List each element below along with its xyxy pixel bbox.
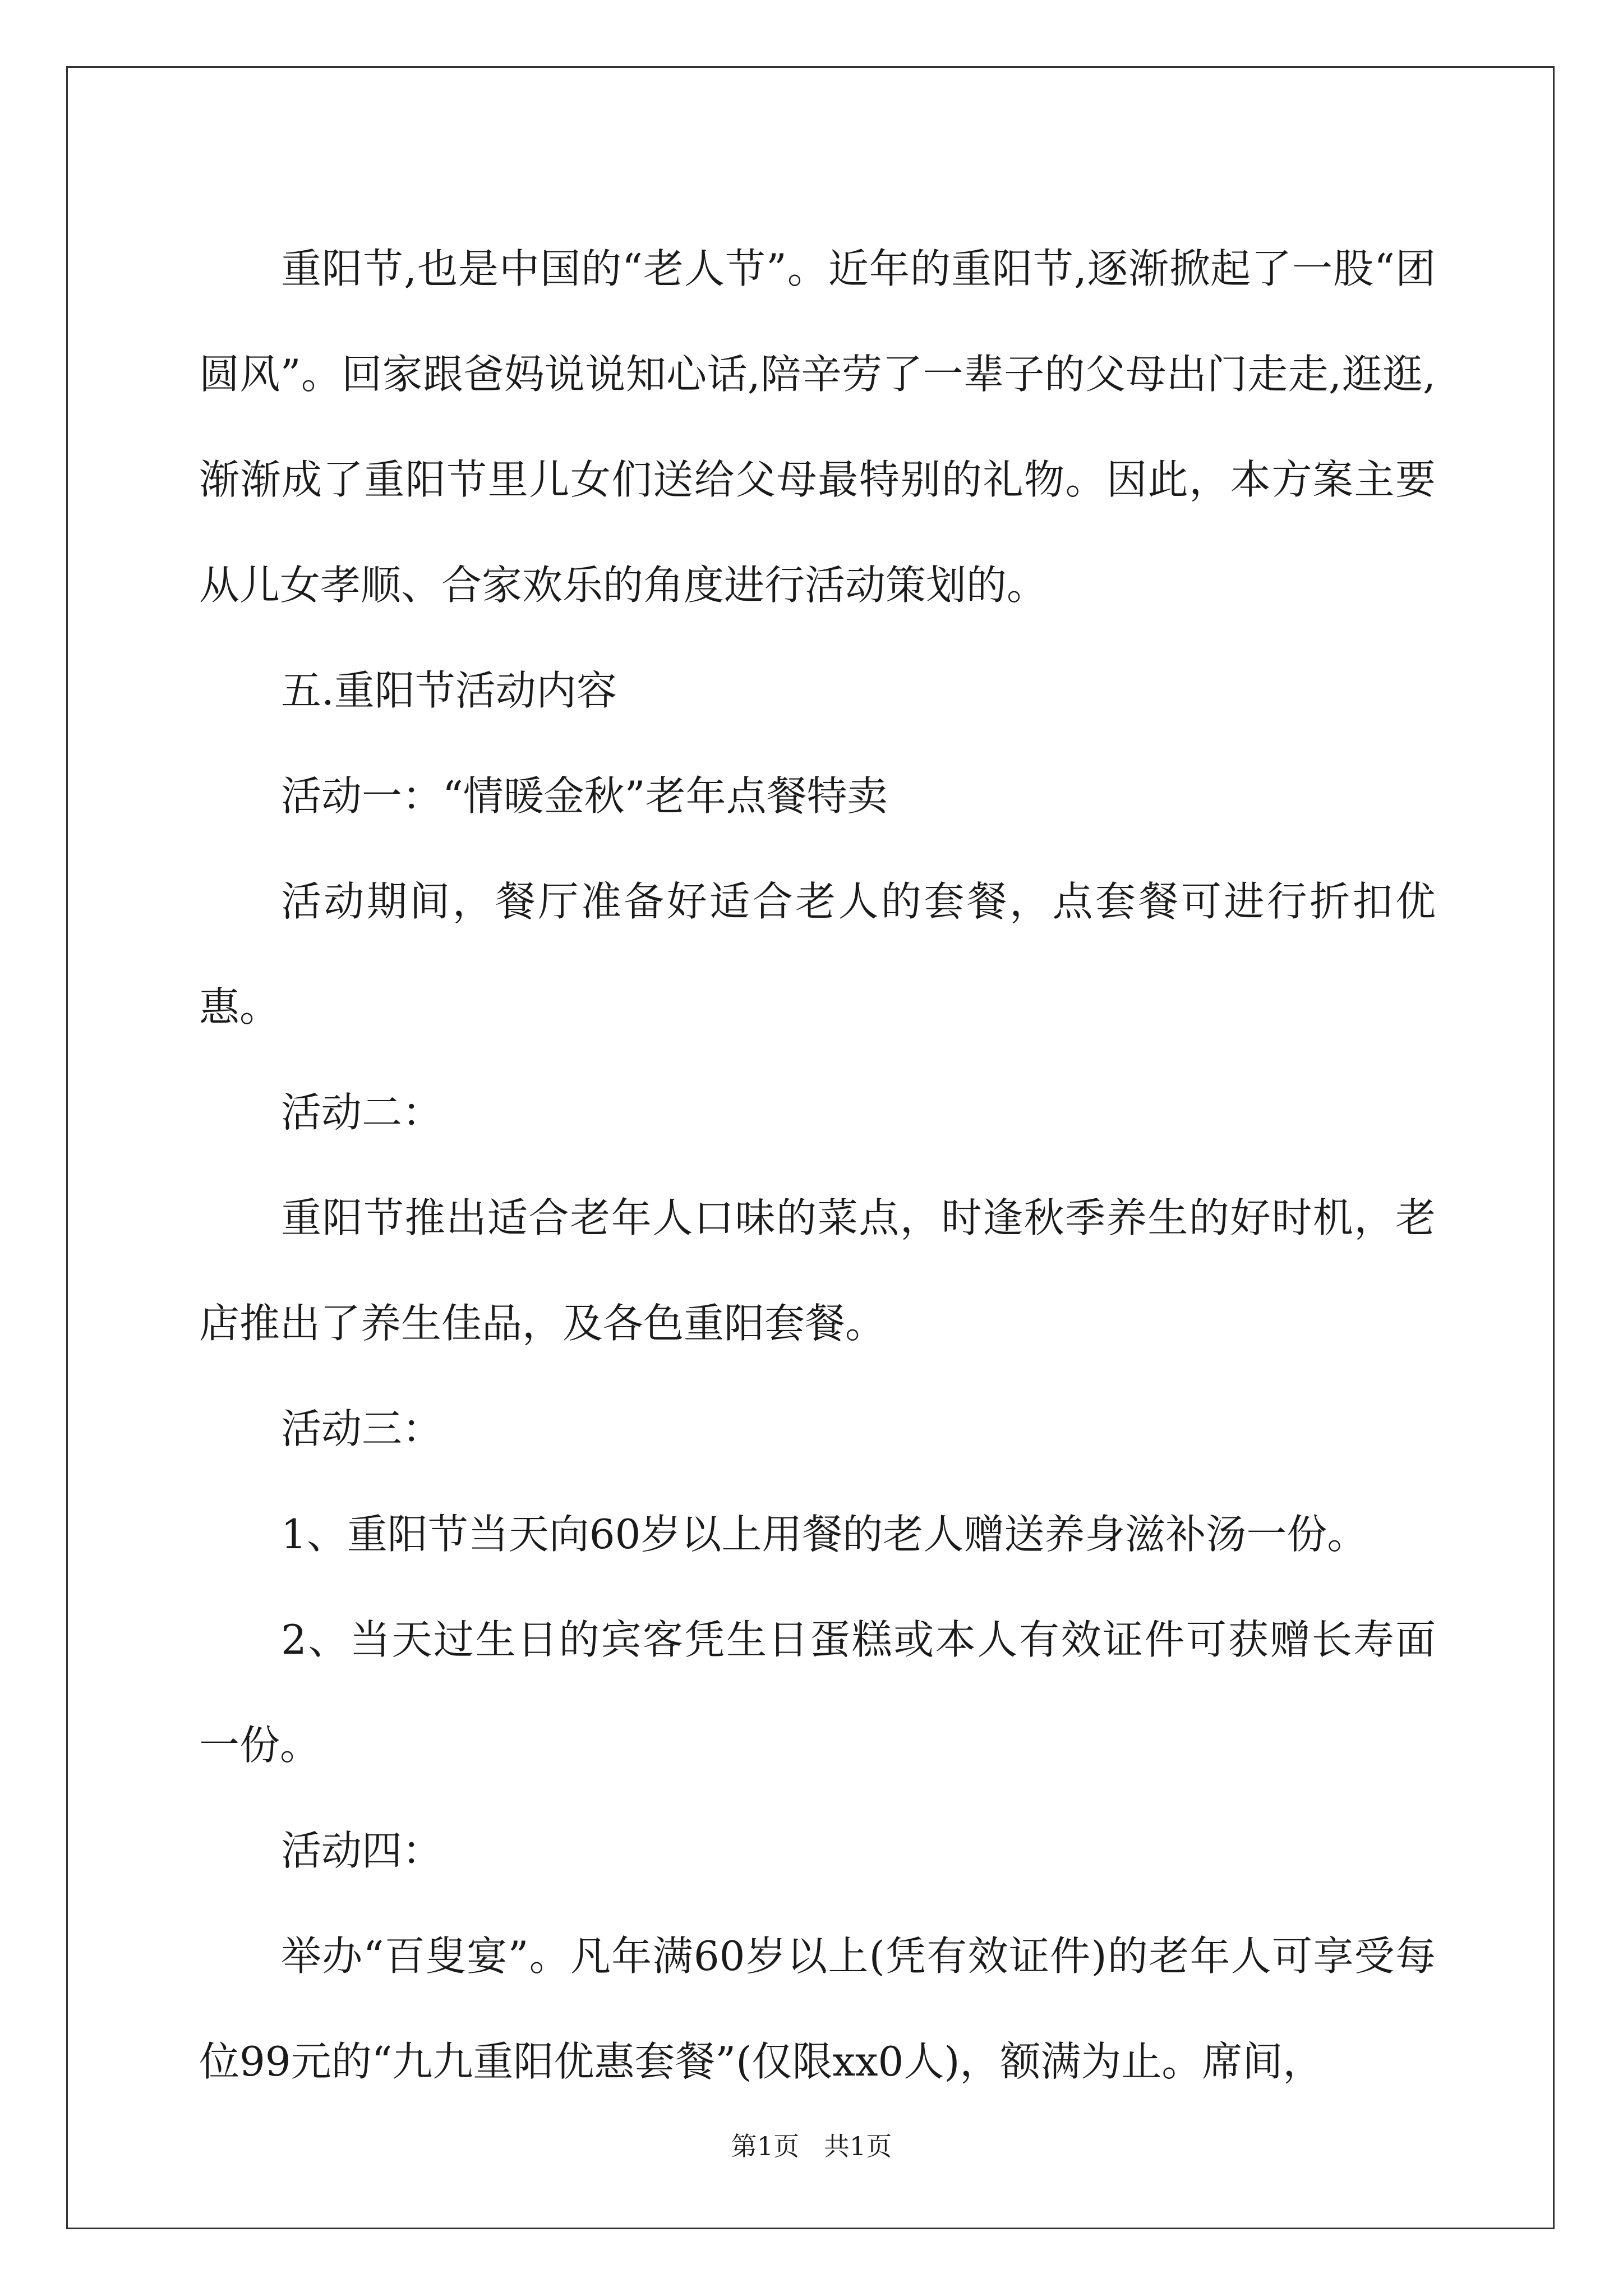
activity-1-body: 活动期间，餐厅准备好适合老人的套餐，点套餐可进行折扣优惠。 (199, 878, 1436, 1030)
activity-4-body: 举办“百叟宴”。凡年满60岁以上(凭有效证件)的老年人可享受每位99元的“九九重阳优惠套餐”(仅限xx0人)，额满为止。席间， (199, 1932, 1436, 2085)
section-heading: 五.重阳节活动内容 (281, 667, 617, 714)
activity-3-item-1: 1、重阳节当天向60岁以上用餐的老人赠送养身滋补汤一份。 (281, 1511, 1368, 1558)
activity-3-item-2: 2、当天过生日的宾客凭生日蛋糕或本人有效证件可获赠长寿面一份。 (199, 1616, 1436, 1769)
activity-1-title: 活动一：“情暖金秋”老年点餐特卖 (281, 772, 888, 820)
activity-4-title: 活动四： (281, 1827, 443, 1874)
activity-2-body: 重阳节推出适合老年人口味的菜点，时逢秋季养生的好时机，老店推出了养生佳品，及各色重阳套餐。 (199, 1194, 1436, 1347)
activity-3-title: 活动三： (281, 1405, 443, 1452)
document-body (199, 216, 1436, 2114)
activity-2-title: 活动二： (281, 1089, 443, 1136)
page-footer: 第1页 共1页 (731, 2131, 892, 2161)
paragraph-intro: 重阳节,也是中国的“老人节”。近年的重阳节,逐渐掀起了一股“团圆风”。回家跟爸妈说说知心话,陪辛劳了一辈子的父母出门走走,逛逛,渐渐成了重阳节里儿女们送给父母最特别的礼物。因此，本方案主要从儿女孝顺、合家欢乐的角度进行活动策划的。 (199, 245, 1436, 609)
